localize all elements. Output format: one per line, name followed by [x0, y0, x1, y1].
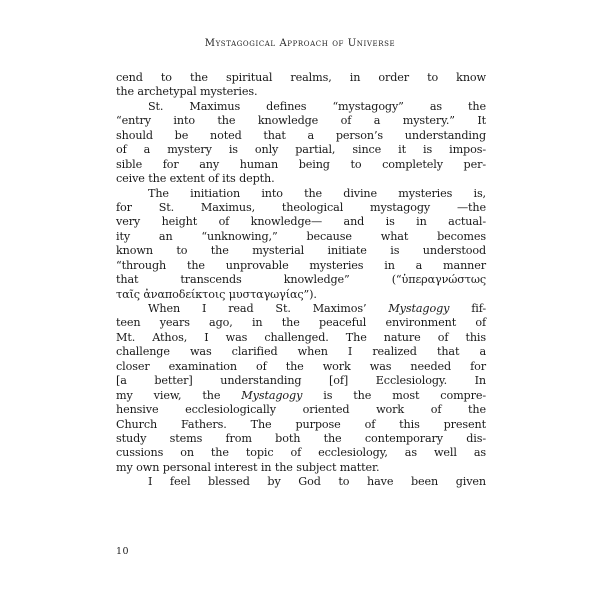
text-line: study stems from both the contemporary dis- [116, 431, 486, 445]
text-line: the archetypal mysteries. [116, 85, 258, 99]
text-line: sible for any human being to completely per- [116, 157, 486, 171]
text-line: “entry into the knowledge of a mystery.” It [116, 114, 486, 128]
text-line: closer examination of the work was needed for [116, 359, 486, 373]
text-line: should be noted that a person’s understanding [116, 128, 486, 142]
text-line: very height of knowledge— and is in actual- [116, 215, 486, 229]
text-line: Church Fathers. The purpose of this present [116, 417, 486, 431]
text-line: ταῖς ἀναποδείκτοις μυσταγωγίας”). [116, 287, 317, 301]
running-head: Mystagogical Approach of Universe [204, 38, 396, 49]
text-line: my own personal interest in the subject matter. [116, 460, 380, 474]
text-line: that transcends knowledge” (“ὑπεραγνώστως [116, 273, 486, 287]
text-segment: fif- [449, 302, 486, 315]
page-number: 10 [116, 546, 130, 557]
text-line: I feel blessed by God to have been given [148, 475, 486, 489]
text-line: challenge was clarified when I realized that a [116, 345, 486, 359]
text-segment: is the most compre- [302, 388, 486, 402]
text-line: St. Maximus defines “mystagogy” as the [148, 99, 486, 113]
body-text [116, 71, 486, 490]
text-segment: When I read St. Maximos’ [148, 302, 389, 315]
text-line: cussions on the topic of ecclesiology, as well as [116, 446, 486, 460]
text-line: cend to the spiritual realms, in order to know [116, 71, 486, 84]
text-line: “through the unprovable mysteries in a manner [116, 258, 486, 272]
text-line: ity an “unknowing,” because what becomes [116, 229, 486, 243]
text-line: ceive the extent of its depth. [116, 172, 275, 186]
text-line: for St. Maximus, theological mystagogy —the [116, 200, 486, 214]
text-segment: my view, the [116, 388, 242, 402]
text-line: known to the mysterial initiate is understood [116, 244, 486, 258]
text-line: of a mystery is only partial, since it is impos- [116, 143, 486, 157]
text-line: The initiation into the divine mysteries is, [148, 186, 486, 200]
italic-title: Mystagogy [241, 388, 303, 402]
italic-title: Mystagogy [388, 302, 450, 315]
text-line: teen years ago, in the peaceful environment of [116, 316, 486, 330]
text-line [116, 389, 486, 403]
text-line: hensive ecclesiologically oriented work of the [116, 403, 486, 417]
text-line: [a better] understanding [of] Ecclesiology. In [116, 374, 486, 388]
text-line [116, 302, 486, 316]
text-line: Mt. Athos, I was challenged. The nature of this [116, 330, 486, 344]
